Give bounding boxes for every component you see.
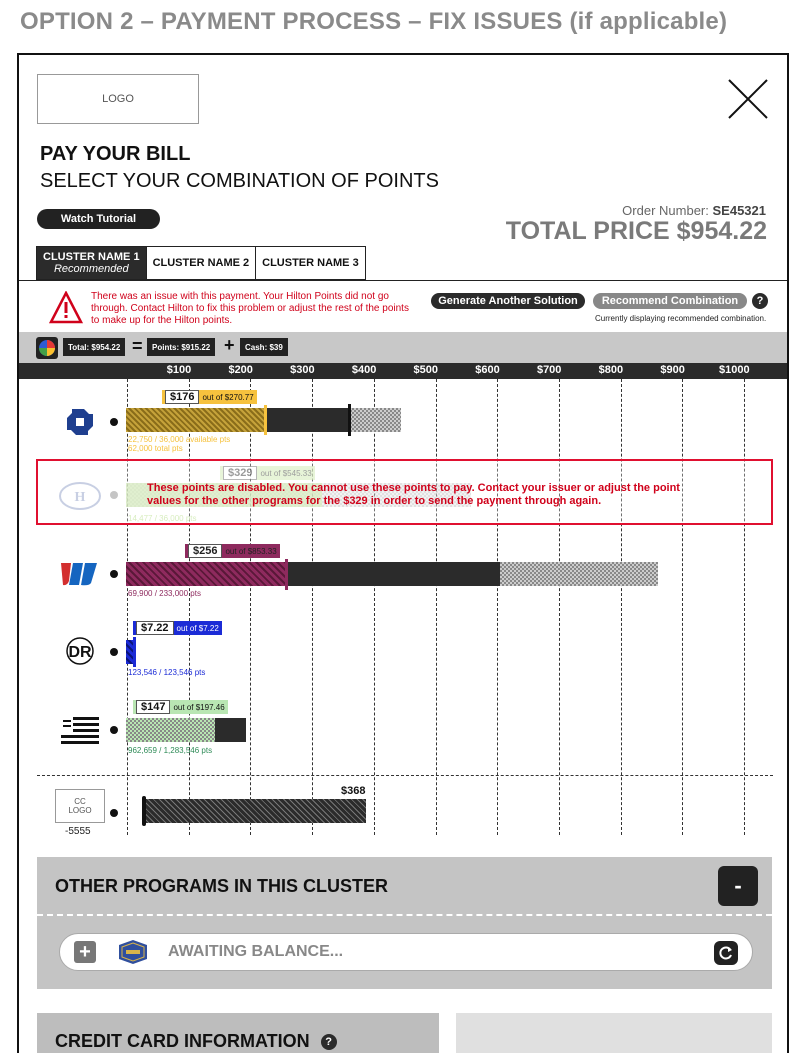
refresh-button[interactable] xyxy=(714,941,738,965)
recommendation-note: Currently displaying recommended combination. xyxy=(595,314,767,323)
axis-tick-label: $400 xyxy=(351,364,377,376)
plus-sign: + xyxy=(224,335,235,355)
info-icon[interactable] xyxy=(110,809,118,817)
points-available: 22,750 / 36,000 available pts xyxy=(128,435,231,444)
cluster-tabs xyxy=(36,246,366,280)
close-icon[interactable] xyxy=(726,77,770,121)
summary-points: Points: $915.22 xyxy=(147,338,215,356)
points-value-tag[interactable] xyxy=(162,390,257,404)
slider-handle[interactable] xyxy=(133,637,136,667)
axis-tick-label: $100 xyxy=(166,364,192,376)
watch-tutorial-button[interactable]: Watch Tutorial xyxy=(37,209,160,229)
credit-card-last4: -5555 xyxy=(65,826,91,837)
tab-label: CLUSTER NAME 3 xyxy=(262,257,359,269)
credit-card-info-panel xyxy=(37,1013,439,1053)
credit-card-info-title: CREDIT CARD INFORMATION ? xyxy=(55,1031,337,1052)
disabled-program-message: These points are disabled. You cannot use these points to pay. Contact your issuer or adjust the point values for the other programs for the $329 in order to send the payment through again. xyxy=(147,482,680,507)
points-value-tag[interactable] xyxy=(185,544,280,558)
gridline xyxy=(189,379,190,835)
cc-logo-line1: CC xyxy=(74,797,86,806)
tab-cluster-2[interactable] xyxy=(147,246,257,280)
points-out-of: out of $545.33 xyxy=(260,468,312,478)
awaiting-balance-row xyxy=(59,933,753,971)
info-icon[interactable] xyxy=(110,570,118,578)
dr-logo-icon xyxy=(55,633,105,669)
max-marker xyxy=(348,404,351,436)
points-value-tag[interactable] xyxy=(133,700,228,714)
points-amount: $329 xyxy=(223,466,257,480)
svg-text:H: H xyxy=(74,490,86,505)
slider-handle[interactable] xyxy=(142,796,146,826)
axis-tick-label: $1000 xyxy=(719,364,750,376)
points-available: 14,477 / 36,000 pts xyxy=(128,514,197,523)
page-title: PAY YOUR BILL xyxy=(40,143,191,165)
info-icon[interactable] xyxy=(110,648,118,656)
credit-card-separator xyxy=(37,775,773,776)
svg-text:DR: DR xyxy=(68,644,92,661)
other-programs-title: OTHER PROGRAMS IN THIS CLUSTER xyxy=(55,876,389,896)
points-out-of: out of $853.33 xyxy=(225,546,277,556)
credit-card-logo-placeholder xyxy=(55,789,105,823)
side-panel xyxy=(456,1013,772,1053)
points-available: 69,900 / 233,000 pts xyxy=(128,589,201,598)
help-icon[interactable]: ? xyxy=(752,293,768,309)
panel-divider xyxy=(37,914,772,916)
add-program-button[interactable]: + xyxy=(74,941,96,963)
axis-tick-label: $900 xyxy=(660,364,685,376)
generate-solution-button[interactable]: Generate Another Solution xyxy=(431,293,585,309)
slider-handle[interactable] xyxy=(264,405,267,435)
axis-tick-label: $800 xyxy=(598,364,624,376)
help-icon[interactable]: ? xyxy=(321,1034,337,1050)
points-amount: $256 xyxy=(188,544,222,558)
points-amount: $176 xyxy=(165,390,199,404)
gridline xyxy=(744,379,745,835)
slide-title: OPTION 2 – PAYMENT PROCESS – FIX ISSUES (if applicable) xyxy=(20,8,728,35)
axis-tick-label: $200 xyxy=(228,364,253,376)
recommend-combination-button[interactable]: Recommend Combination xyxy=(593,293,747,309)
color-wheel-icon xyxy=(36,337,58,359)
gridline xyxy=(374,379,375,835)
points-used-bar xyxy=(126,718,215,742)
tab-cluster-1[interactable] xyxy=(36,246,147,280)
gridline xyxy=(621,379,622,835)
cc-logo-line2: LOGO xyxy=(68,806,92,815)
best-western-logo-icon xyxy=(118,939,148,965)
merchant-logo-placeholder: LOGO xyxy=(37,74,199,124)
credit-card-amount-bar xyxy=(144,799,366,823)
points-total: 62,000 total pts xyxy=(128,444,183,453)
payment-error-message: There was an issue with this payment. Your Hilton Points did not go through. Contact Hilton to fix this problem or adjust the rest of the points to make up for the Hilton points. xyxy=(91,291,409,326)
collapse-button[interactable]: - xyxy=(718,866,758,906)
tab-cluster-3[interactable] xyxy=(256,246,366,280)
gridline xyxy=(250,379,251,835)
summary-total: Total: $954.22 xyxy=(63,338,125,356)
points-available: 962,659 / 1,283,546 pts xyxy=(128,746,213,755)
points-value-tag[interactable] xyxy=(133,621,222,635)
info-icon[interactable] xyxy=(110,418,118,426)
awaiting-balance-text: AWAITING BALANCE... xyxy=(168,943,344,960)
gridline xyxy=(497,379,498,835)
credit-card-amount: $368 xyxy=(341,785,366,797)
equals-sign: = xyxy=(132,336,143,356)
value-axis xyxy=(19,363,789,379)
slider-handle[interactable] xyxy=(285,559,288,590)
chase-logo-icon xyxy=(55,404,105,440)
tab-label: CLUSTER NAME 1 xyxy=(43,251,140,263)
order-number-value: SE45321 xyxy=(712,203,766,218)
points-out-of: out of $197.46 xyxy=(173,702,225,712)
other-programs-panel xyxy=(37,857,772,989)
gridline xyxy=(436,379,437,835)
points-out-of: out of $270.77 xyxy=(202,392,254,402)
order-number xyxy=(622,203,766,218)
info-icon[interactable] xyxy=(110,726,118,734)
points-used-bar xyxy=(126,562,286,586)
flag-logo-icon xyxy=(55,711,105,747)
points-out-of: out of $7.22 xyxy=(176,623,219,633)
page-subtitle: SELECT YOUR COMBINATION OF POINTS xyxy=(40,170,439,192)
points-amount: $7.22 xyxy=(136,621,174,635)
gridline xyxy=(682,379,683,835)
tab-divider xyxy=(19,280,789,281)
tab-label: CLUSTER NAME 2 xyxy=(152,257,250,269)
refresh-icon xyxy=(718,945,734,961)
axis-tick-label: $500 xyxy=(413,364,439,376)
tab-sub-label: Recommended xyxy=(53,263,129,275)
points-used-bar xyxy=(126,408,266,432)
order-number-label: Order Number: xyxy=(622,203,709,218)
summary-bar xyxy=(19,332,789,363)
axis-tick-label: $700 xyxy=(536,364,562,376)
axis-tick-label: $600 xyxy=(475,364,500,376)
payment-dialog xyxy=(17,53,789,1053)
points-amount: $147 xyxy=(136,700,170,714)
united-logo-icon xyxy=(55,555,105,591)
warning-icon xyxy=(49,291,83,325)
points-available: 123,546 / 123,546 pts xyxy=(128,668,206,677)
axis-tick-label: $300 xyxy=(290,364,315,376)
gridline xyxy=(559,379,560,835)
gridline xyxy=(312,379,313,835)
total-price: TOTAL PRICE $954.22 xyxy=(505,217,767,245)
summary-cash: Cash: $39 xyxy=(240,338,288,356)
